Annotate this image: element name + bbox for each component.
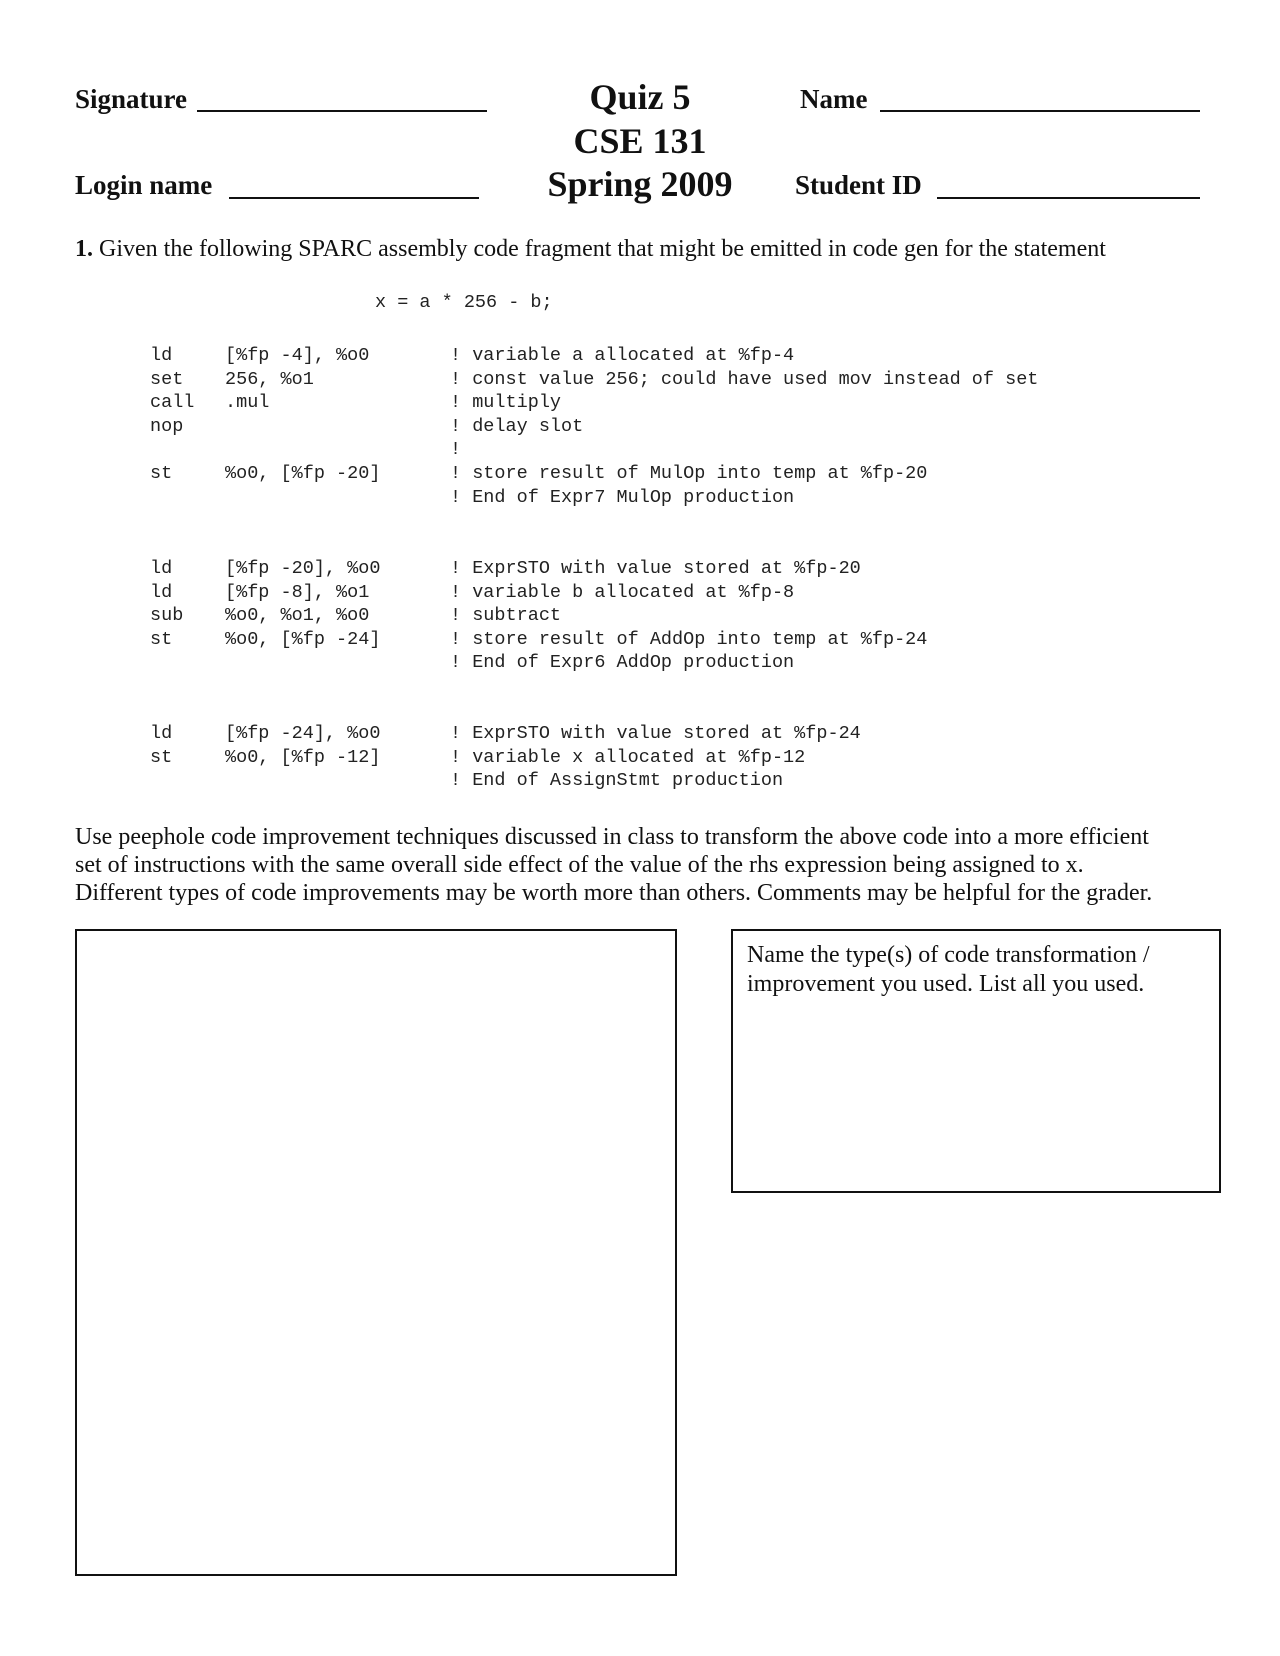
transformation-prompt: Name the type(s) of code transformation / improvement you used. List all you used. — [747, 942, 1150, 997]
transformation-box[interactable] — [731, 929, 1221, 1193]
quiz-title: Quiz 5 — [589, 77, 691, 117]
code-comment: ! End of Expr6 AddOp production — [450, 652, 795, 674]
code-comment: ! store result of AddOp into temp at %fp-24 — [450, 628, 928, 650]
code-opcode: st — [150, 462, 173, 484]
code-comment: ! End of Expr7 MulOp production — [450, 486, 795, 508]
code-opcode: ld — [150, 558, 173, 579]
code-operands: [%fp -4], %o0 — [225, 345, 370, 366]
question-number: 1. — [75, 236, 93, 262]
code-comment: ! — [450, 439, 462, 461]
signature-label: Signature — [75, 84, 188, 114]
code-opcode: nop — [150, 415, 184, 437]
code-operands: %o0, [%fp -20] — [225, 462, 381, 484]
question-intro-text: Given the following SPARC assembly code fragment that might be emitted in code gen for the statement — [99, 236, 1106, 262]
code-opcode: ld — [150, 345, 173, 366]
code-operands: [%fp -24], %o0 — [225, 723, 381, 744]
instruction-line: Use peephole code improvement techniques discussed in class to transform the above code into a more efficient — [75, 824, 1149, 850]
code-comment: ! store result of MulOp into temp at %fp-20 — [450, 462, 928, 484]
code-comment: ! subtract — [450, 605, 562, 627]
instructions — [75, 823, 1215, 907]
code-comment: ! variable x allocated at %fp-12 — [450, 746, 806, 768]
instruction-line: set of instructions with the same overall side effect of the value of the rhs expression being assigned to x. — [75, 852, 1084, 878]
code-comment: ! End of AssignStmt production — [450, 770, 784, 792]
source-statement: x = a * 256 - b; — [375, 292, 553, 313]
name-line[interactable] — [880, 110, 1200, 112]
code-operands: .mul — [225, 392, 270, 414]
course-title: CSE 131 — [573, 121, 707, 161]
code-operands: 256, %o1 — [225, 368, 314, 390]
code-comment: ! ExprSTO with value stored at %fp-24 — [450, 723, 861, 744]
code-opcode: set — [150, 368, 184, 390]
code-opcode: st — [150, 628, 173, 650]
code-operands: [%fp -20], %o0 — [225, 558, 381, 579]
code-opcode: st — [150, 746, 173, 768]
code-opcode: call — [150, 392, 195, 414]
code-comment: ! variable a allocated at %fp-4 — [450, 345, 795, 366]
term-title: Spring 2009 — [547, 164, 733, 204]
code-operands: %o0, [%fp -12] — [225, 746, 381, 768]
code-comment: ! ExprSTO with value stored at %fp-20 — [450, 558, 861, 579]
question-1-intro — [75, 236, 1106, 263]
signature-line[interactable] — [197, 110, 487, 112]
answer-box[interactable] — [75, 929, 677, 1576]
student-id-label: Student ID — [795, 170, 922, 200]
code-opcode: sub — [150, 605, 184, 627]
login-name-line[interactable] — [229, 197, 479, 199]
code-opcode: ld — [150, 581, 173, 603]
code-comment: ! variable b allocated at %fp-8 — [450, 581, 795, 603]
name-label: Name — [800, 84, 868, 114]
code-operands: [%fp -8], %o1 — [225, 581, 370, 603]
login-name-label: Login name — [75, 170, 213, 200]
code-comment: ! const value 256; could have used mov instead of set — [450, 368, 1039, 390]
code-operands: %o0, [%fp -24] — [225, 628, 381, 650]
student-id-line[interactable] — [937, 197, 1200, 199]
instruction-line: Different types of code improvements may be worth more than others. Comments may be helpful for the grader. — [75, 880, 1153, 906]
code-operands: %o0, %o1, %o0 — [225, 605, 370, 627]
code-comment: ! delay slot — [450, 415, 584, 437]
code-comment: ! multiply — [450, 392, 562, 414]
code-opcode: ld — [150, 723, 173, 744]
